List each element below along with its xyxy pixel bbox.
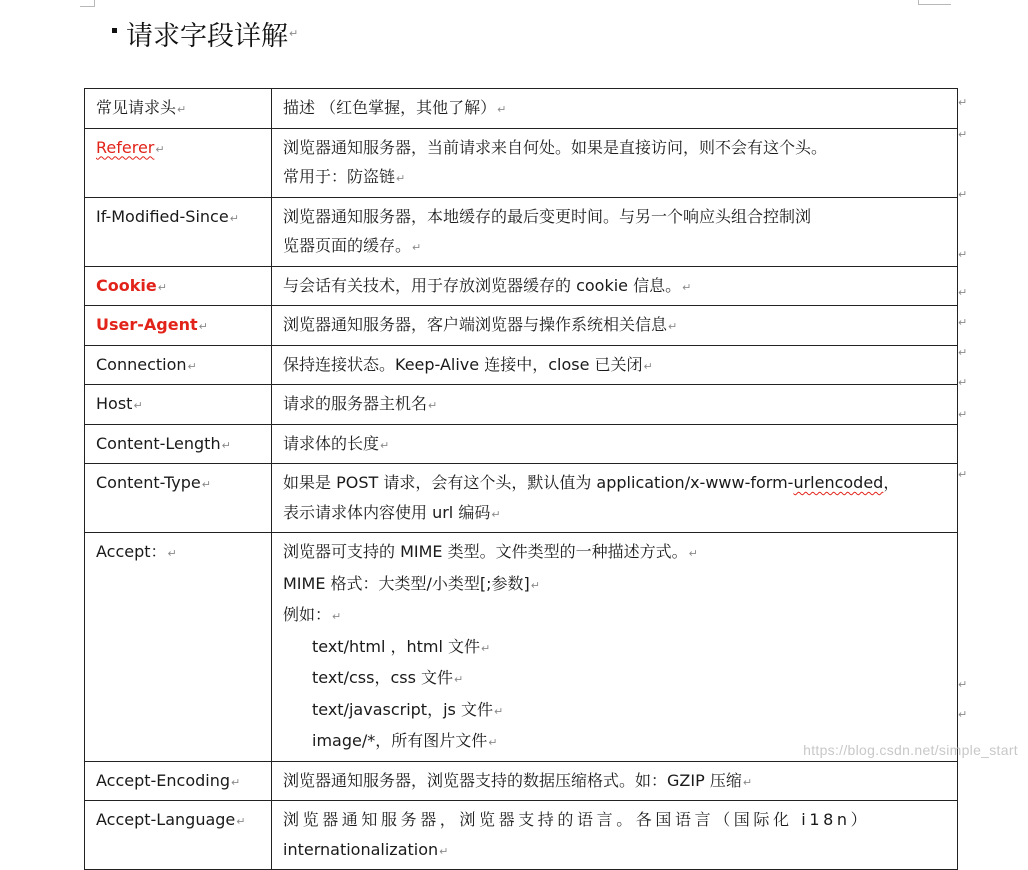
desc-line: 例如：↵ — [283, 605, 342, 624]
table-row — [85, 533, 958, 762]
header-name-cell: Content-Type↵ — [85, 464, 272, 533]
header-name: Accept-Encoding — [96, 770, 231, 790]
header-name: Accept： — [96, 542, 167, 561]
header-name: If-Modified-Since — [96, 206, 229, 226]
header-desc-cell — [272, 801, 958, 870]
page-corner-right — [918, 0, 951, 5]
table-header-row — [85, 89, 958, 129]
section-heading-text: 请求字段详解 — [126, 20, 288, 52]
table-row — [85, 306, 958, 346]
header-desc-cell: 保持连接状态。Keep-Alive 连接中，close 已关闭↵ — [272, 345, 958, 385]
header-name-cell: Referer↵ — [85, 128, 272, 197]
desc-line: 浏览器可支持的 MIME 类型。文件类型的一种描述方式。↵ — [283, 542, 698, 561]
desc-line: image/*，所有图片文件↵ — [312, 731, 498, 750]
desc-line: 浏览器通知服务器，本地缓存的最后变更时间。与另一个响应头组合控制浏 — [283, 206, 812, 226]
header-desc-cell: 请求体的长度↵ — [272, 424, 958, 464]
header-name: Content-Length — [96, 433, 221, 453]
header-name: Cookie — [96, 275, 157, 295]
desc-line: 与会话有关技术，用于存放浏览器缓存的 cookie 信息。 — [283, 275, 682, 295]
header-desc-cell — [272, 464, 958, 533]
header-desc-cell: 请求的服务器主机名↵ — [272, 385, 958, 425]
table-row — [85, 197, 958, 266]
header-desc-text: 描述 （红色掌握，其他了解） — [283, 98, 497, 117]
desc-line: 保持连接状态。Keep-Alive 连接中，close 已关闭 — [283, 354, 643, 374]
header-name-cell: Cookie↵ — [85, 266, 272, 306]
header-name: Content-Type — [96, 473, 201, 492]
desc-line: 浏览器通知服务器，客户端浏览器与操作系统相关信息 — [283, 315, 668, 334]
desc-line: text/html ，html 文件↵ — [312, 636, 491, 656]
header-name-cell: Host↵ — [85, 385, 272, 425]
header-name-cell: Accept：↵ — [85, 533, 272, 762]
header-desc-cell: 与会话有关技术，用于存放浏览器缓存的 cookie 信息。↵ — [272, 266, 958, 306]
desc-line: text/css，css 文件↵ — [312, 668, 464, 687]
table-row — [85, 266, 958, 306]
header-name-cell: Connection↵ — [85, 345, 272, 385]
desc-line: text/javascript，js 文件↵ — [312, 699, 504, 719]
header-cell-name: 常见请求头↵ — [85, 89, 272, 129]
table-row — [85, 424, 958, 464]
desc-line: 表示请求体内容使用 url 编码↵ — [283, 502, 501, 522]
header-desc-cell — [272, 533, 958, 762]
header-name-cell: Accept-Encoding↵ — [85, 761, 272, 801]
header-name-cell: If-Modified-Since↵ — [85, 197, 272, 266]
section-heading — [112, 12, 298, 54]
desc-line: 浏览器通知服务器，当前请求来自何处。如果是直接访问，则不会有这个头。 — [283, 137, 828, 157]
header-name: Referer — [96, 137, 155, 157]
desc-line: 如果是 POST 请求，会有这个头，默认值为 application/x-www-form-urlencoded， — [283, 473, 900, 492]
table-row — [85, 128, 958, 197]
header-desc-cell: 浏览器通知服务器，客户端浏览器与操作系统相关信息↵ — [272, 306, 958, 346]
header-name: Accept-Language — [96, 810, 236, 829]
bullet-icon — [112, 28, 117, 33]
desc-line: 常用于：防盗链↵ — [283, 167, 406, 186]
desc-line: 览器页面的缓存。↵ — [283, 236, 422, 255]
header-cell-desc: 描述 （红色掌握，其他了解）↵ — [272, 89, 958, 129]
header-name: User-Agent — [96, 315, 198, 334]
header-name-cell: Content-Length↵ — [85, 424, 272, 464]
watermark: https://blog.csdn.net/simple_start — [803, 742, 1018, 758]
table-row — [85, 761, 958, 801]
table-row — [85, 385, 958, 425]
paragraph-mark-icon: ↵ — [289, 26, 299, 40]
header-name-cell: Accept-Language↵ — [85, 801, 272, 870]
desc-line: 请求的服务器主机名 — [283, 394, 428, 413]
table-row — [85, 345, 958, 385]
desc-line: MIME 格式：大类型/小类型[;参数]↵ — [283, 573, 541, 593]
header-name: Host — [96, 394, 133, 413]
page-corner-left — [80, 0, 95, 7]
header-name-text: 常见请求头 — [96, 98, 177, 117]
header-desc-cell — [272, 128, 958, 197]
header-name: Connection — [96, 354, 187, 374]
table-row — [85, 801, 958, 870]
desc-line: 请求体的长度 — [283, 433, 380, 453]
table-row — [85, 464, 958, 533]
header-desc-cell: 浏览器通知服务器，浏览器支持的数据压缩格式。如：GZIP 压缩↵ — [272, 761, 958, 801]
desc-line: internationalization↵ — [283, 839, 449, 859]
header-desc-cell — [272, 197, 958, 266]
header-name-cell: User-Agent↵ — [85, 306, 272, 346]
desc-line: 浏览器通知服务器，浏览器支持的语言。各国语言（国际化 i18n） — [283, 810, 871, 829]
desc-line: 浏览器通知服务器，浏览器支持的数据压缩格式。如：GZIP 压缩 — [283, 770, 742, 790]
